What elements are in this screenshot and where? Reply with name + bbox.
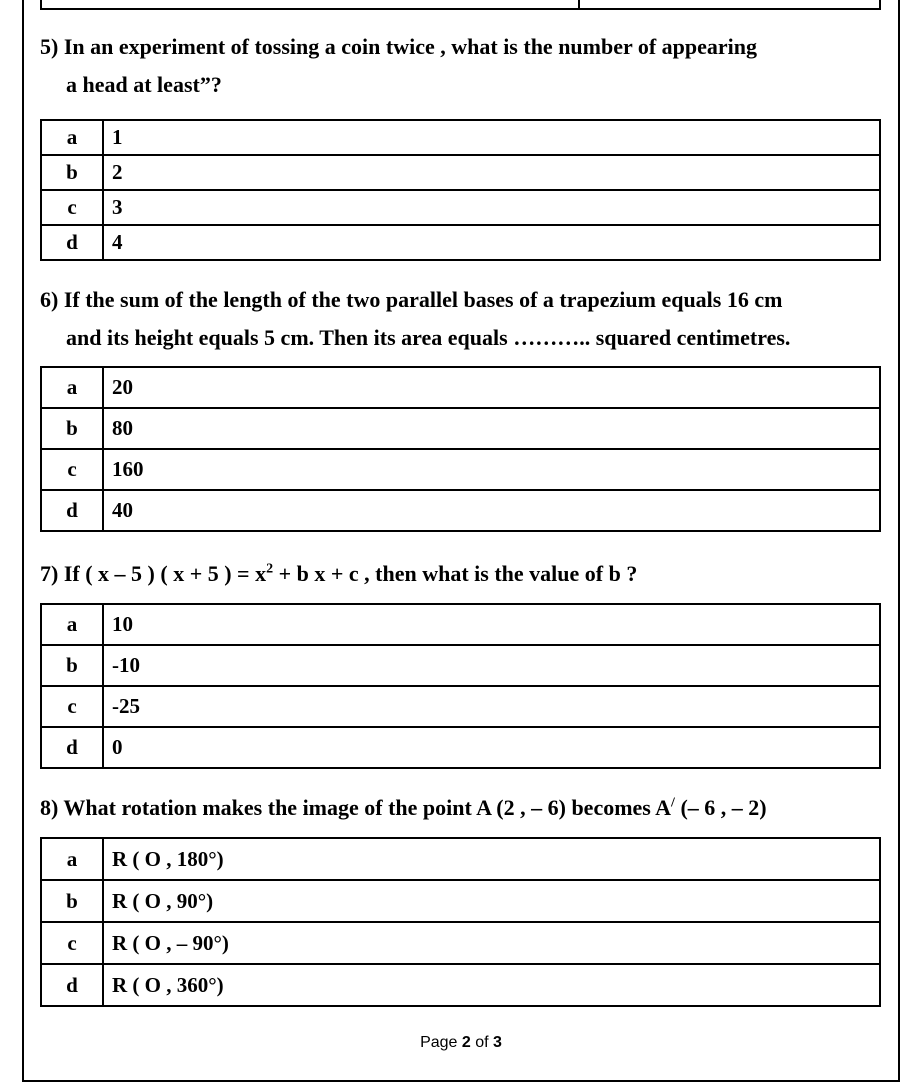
- option-text: 2: [103, 155, 880, 190]
- footer-prefix: Page: [420, 1034, 462, 1051]
- question-8: [40, 789, 767, 827]
- option-row[interactable]: [41, 645, 880, 686]
- option-row[interactable]: [41, 190, 880, 225]
- option-row[interactable]: [41, 120, 880, 155]
- option-text: -25: [103, 686, 880, 727]
- option-letter: a: [41, 604, 103, 645]
- question-6-options: [40, 366, 881, 532]
- previous-question-table-fragment: [40, 0, 881, 10]
- option-letter: b: [41, 408, 103, 449]
- option-letter: d: [41, 727, 103, 768]
- option-row[interactable]: [41, 686, 880, 727]
- page-footer: [0, 1034, 922, 1052]
- option-row[interactable]: [41, 490, 880, 531]
- option-text: 20: [103, 367, 880, 408]
- question-number: 7): [40, 561, 59, 586]
- option-letter: a: [41, 838, 103, 880]
- option-row[interactable]: [41, 408, 880, 449]
- footer-middle: of: [470, 1034, 494, 1051]
- question-text-a: What rotation makes the image of the point A (2 , – 6) becomes A: [58, 795, 672, 820]
- option-text: 3: [103, 190, 880, 225]
- option-text: R ( O , 360°): [103, 964, 880, 1006]
- option-letter: c: [41, 922, 103, 964]
- option-row[interactable]: [41, 367, 880, 408]
- question-5-options: [40, 119, 881, 261]
- total-pages: 3: [493, 1034, 502, 1051]
- question-text-a: If ( x – 5 ) ( x + 5 ) = x: [63, 561, 267, 586]
- question-5: [40, 28, 757, 104]
- option-row[interactable]: [41, 727, 880, 768]
- option-text: 40: [103, 490, 880, 531]
- option-letter: d: [41, 964, 103, 1006]
- question-7-options: [40, 603, 881, 769]
- question-7: [40, 555, 637, 593]
- option-letter: a: [41, 120, 103, 155]
- option-row[interactable]: [41, 155, 880, 190]
- question-number: 8): [40, 795, 59, 820]
- option-text: 10: [103, 604, 880, 645]
- question-6: [40, 281, 790, 357]
- option-letter: d: [41, 225, 103, 260]
- question-text-b: (– 6 , – 2): [674, 795, 767, 820]
- option-text: R ( O , 180°): [103, 838, 880, 880]
- question-number: 5): [40, 34, 59, 59]
- option-row[interactable]: [41, 964, 880, 1006]
- option-text: 1: [103, 120, 880, 155]
- option-row[interactable]: [41, 604, 880, 645]
- option-letter: c: [41, 449, 103, 490]
- option-letter: c: [41, 686, 103, 727]
- option-text: 80: [103, 408, 880, 449]
- option-row[interactable]: [41, 838, 880, 880]
- question-text-line2: a head at least”?: [66, 72, 222, 97]
- option-text: 160: [103, 449, 880, 490]
- current-page: 2: [461, 1034, 471, 1051]
- option-letter: d: [41, 490, 103, 531]
- question-number: 6): [40, 287, 59, 312]
- option-row[interactable]: [41, 880, 880, 922]
- option-row[interactable]: [41, 225, 880, 260]
- exponent: 2: [266, 561, 274, 577]
- option-text: 0: [103, 727, 880, 768]
- option-text: R ( O , 90°): [103, 880, 880, 922]
- option-letter: b: [41, 880, 103, 922]
- question-text-line1: If the sum of the length of the two parallel bases of a trapezium equals 16 cm: [63, 287, 783, 312]
- question-8-options: [40, 837, 881, 1007]
- option-row[interactable]: [41, 449, 880, 490]
- question-text-line2: and its height equals 5 cm. Then its area equals ……….. squared centimetres.: [66, 325, 791, 350]
- option-text: -10: [103, 645, 880, 686]
- question-text-line1: In an experiment of tossing a coin twice , what is the number of appearing: [63, 34, 758, 59]
- prime-mark: /: [671, 795, 675, 811]
- option-text: 4: [103, 225, 880, 260]
- option-letter: b: [41, 155, 103, 190]
- option-letter: b: [41, 645, 103, 686]
- table-divider: [578, 0, 580, 8]
- option-text: R ( O , – 90°): [103, 922, 880, 964]
- question-text-b: + b x + c , then what is the value of b ?: [273, 561, 638, 586]
- option-letter: c: [41, 190, 103, 225]
- option-letter: a: [41, 367, 103, 408]
- option-row[interactable]: [41, 922, 880, 964]
